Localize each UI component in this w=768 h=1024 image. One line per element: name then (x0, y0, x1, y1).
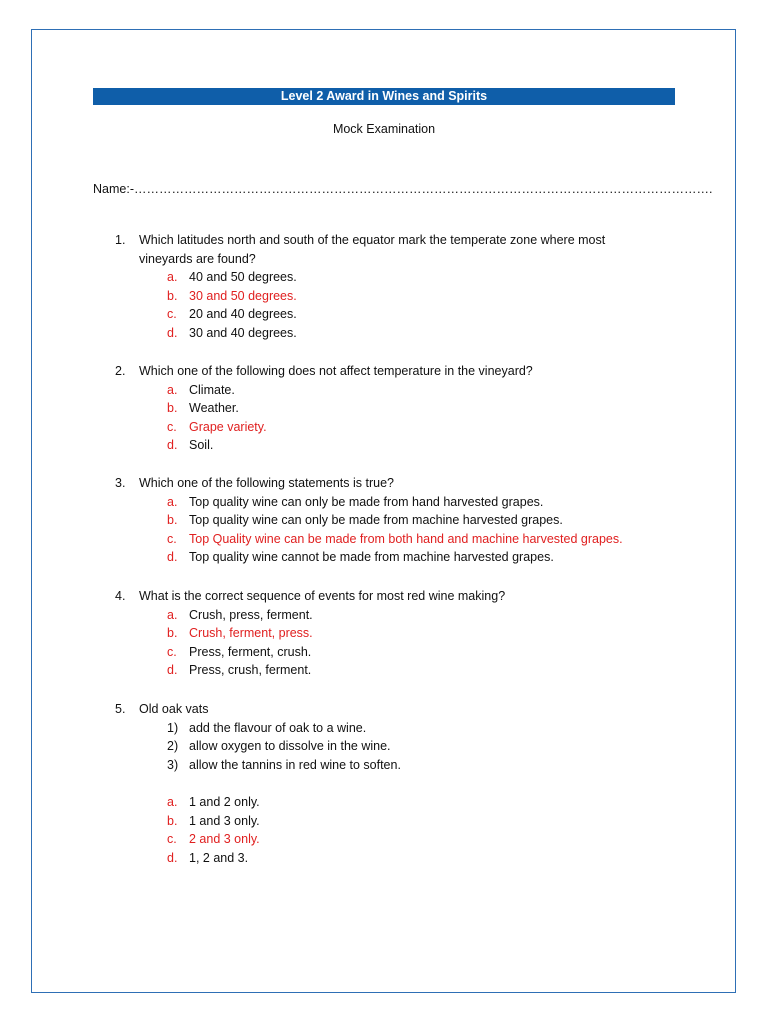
answer-option[interactable] (93, 548, 653, 567)
statement-number: 2) (167, 739, 179, 754)
statement-item (93, 756, 653, 775)
option-letter: c. (167, 832, 177, 847)
option-text: 30 and 50 degrees. (189, 288, 297, 303)
option-text: Grape variety. (189, 419, 267, 434)
option-text: Press, ferment, crush. (189, 644, 312, 659)
statement-number: 3) (167, 757, 179, 772)
option-text: Top quality wine cannot be made from machine harvested grapes. (189, 550, 554, 565)
option-letter: b. (167, 626, 178, 641)
question-stem (93, 362, 653, 381)
answer-option[interactable] (93, 812, 653, 831)
option-text: Crush, press, ferment. (189, 607, 313, 622)
question-3 (93, 474, 653, 567)
answer-option[interactable] (93, 661, 653, 680)
question-text: What is the correct sequence of events for most red wine making? (139, 589, 506, 603)
question-text: Which latitudes north and south of the equator mark the temperate zone where most vineyards are found? (139, 233, 606, 266)
exam-title: Level 2 Award in Wines and Spirits (93, 88, 675, 105)
option-letter: a. (167, 270, 178, 285)
question-2 (93, 362, 653, 455)
answer-option[interactable] (93, 849, 653, 868)
question-1 (93, 231, 653, 343)
question-text: Old oak vats (139, 702, 209, 716)
option-letter: d. (167, 850, 178, 865)
option-letter: b. (167, 401, 178, 416)
statement-item (93, 719, 653, 738)
question-4 (93, 587, 653, 680)
option-text: 1 and 3 only. (189, 813, 260, 828)
name-field-line[interactable]: Name:-…………………………………………………………………………………………………………………………. (93, 182, 713, 196)
answer-option[interactable] (93, 436, 653, 455)
option-text: Press, crush, ferment. (189, 663, 312, 678)
answer-option[interactable] (93, 643, 653, 662)
option-letter: b. (167, 813, 178, 828)
option-letter: a. (167, 382, 178, 397)
statement-text: allow oxygen to dissolve in the wine. (189, 739, 391, 754)
answer-option[interactable] (93, 399, 653, 418)
question-text: Which one of the following does not affect temperature in the vineyard? (139, 364, 533, 378)
question-number: 1. (115, 233, 126, 247)
question-number: 4. (115, 589, 126, 603)
option-letter: d. (167, 663, 178, 678)
question-number: 5. (115, 702, 126, 716)
answer-option[interactable] (93, 324, 653, 343)
option-text: 30 and 40 degrees. (189, 325, 297, 340)
option-letter: b. (167, 513, 178, 528)
statement-text: allow the tannins in red wine to soften. (189, 757, 401, 772)
option-text: Weather. (189, 401, 239, 416)
answer-option[interactable] (93, 793, 653, 812)
answer-option-correct[interactable] (93, 830, 653, 849)
question-number: 2. (115, 364, 126, 378)
option-letter: d. (167, 550, 178, 565)
option-letter: c. (167, 531, 177, 546)
option-text: Top Quality wine can be made from both hand and machine harvested grapes. (189, 531, 623, 546)
answer-option[interactable] (93, 493, 653, 512)
answer-option[interactable] (93, 606, 653, 625)
option-letter: b. (167, 288, 178, 303)
option-letter: c. (167, 307, 177, 322)
option-letter: d. (167, 325, 178, 340)
question-number: 3. (115, 476, 126, 490)
option-text: 2 and 3 only. (189, 832, 260, 847)
option-text: Climate. (189, 382, 235, 397)
question-stem (93, 474, 653, 493)
answer-option-correct[interactable] (93, 530, 653, 549)
answer-option[interactable] (93, 381, 653, 400)
statement-item (93, 737, 653, 756)
option-letter: c. (167, 644, 177, 659)
option-text: Top quality wine can only be made from hand harvested grapes. (189, 494, 544, 509)
question-stem (93, 587, 653, 606)
question-5 (93, 700, 653, 867)
option-text: 1 and 2 only. (189, 794, 260, 809)
option-text: Top quality wine can only be made from machine harvested grapes. (189, 513, 563, 528)
option-text: 40 and 50 degrees. (189, 270, 297, 285)
answer-option-correct[interactable] (93, 418, 653, 437)
option-letter: a. (167, 607, 178, 622)
answer-option-correct[interactable] (93, 624, 653, 643)
answer-option-correct[interactable] (93, 287, 653, 306)
option-text: 1, 2 and 3. (189, 850, 249, 865)
option-letter: a. (167, 494, 178, 509)
statement-number: 1) (167, 720, 179, 735)
answer-option[interactable] (93, 268, 653, 287)
option-letter: c. (167, 419, 177, 434)
statement-text: add the flavour of oak to a wine. (189, 720, 367, 735)
option-letter: a. (167, 794, 178, 809)
question-text: Which one of the following statements is true? (139, 476, 394, 490)
question-stem (93, 231, 653, 268)
answer-option[interactable] (93, 511, 653, 530)
option-text: 20 and 40 degrees. (189, 307, 297, 322)
answer-option[interactable] (93, 305, 653, 324)
option-text: Crush, ferment, press. (189, 626, 313, 641)
spacer (93, 774, 653, 793)
exam-subtitle: Mock Examination (332, 122, 436, 136)
question-stem (93, 700, 653, 719)
option-letter: d. (167, 438, 178, 453)
option-text: Soil. (189, 438, 214, 453)
